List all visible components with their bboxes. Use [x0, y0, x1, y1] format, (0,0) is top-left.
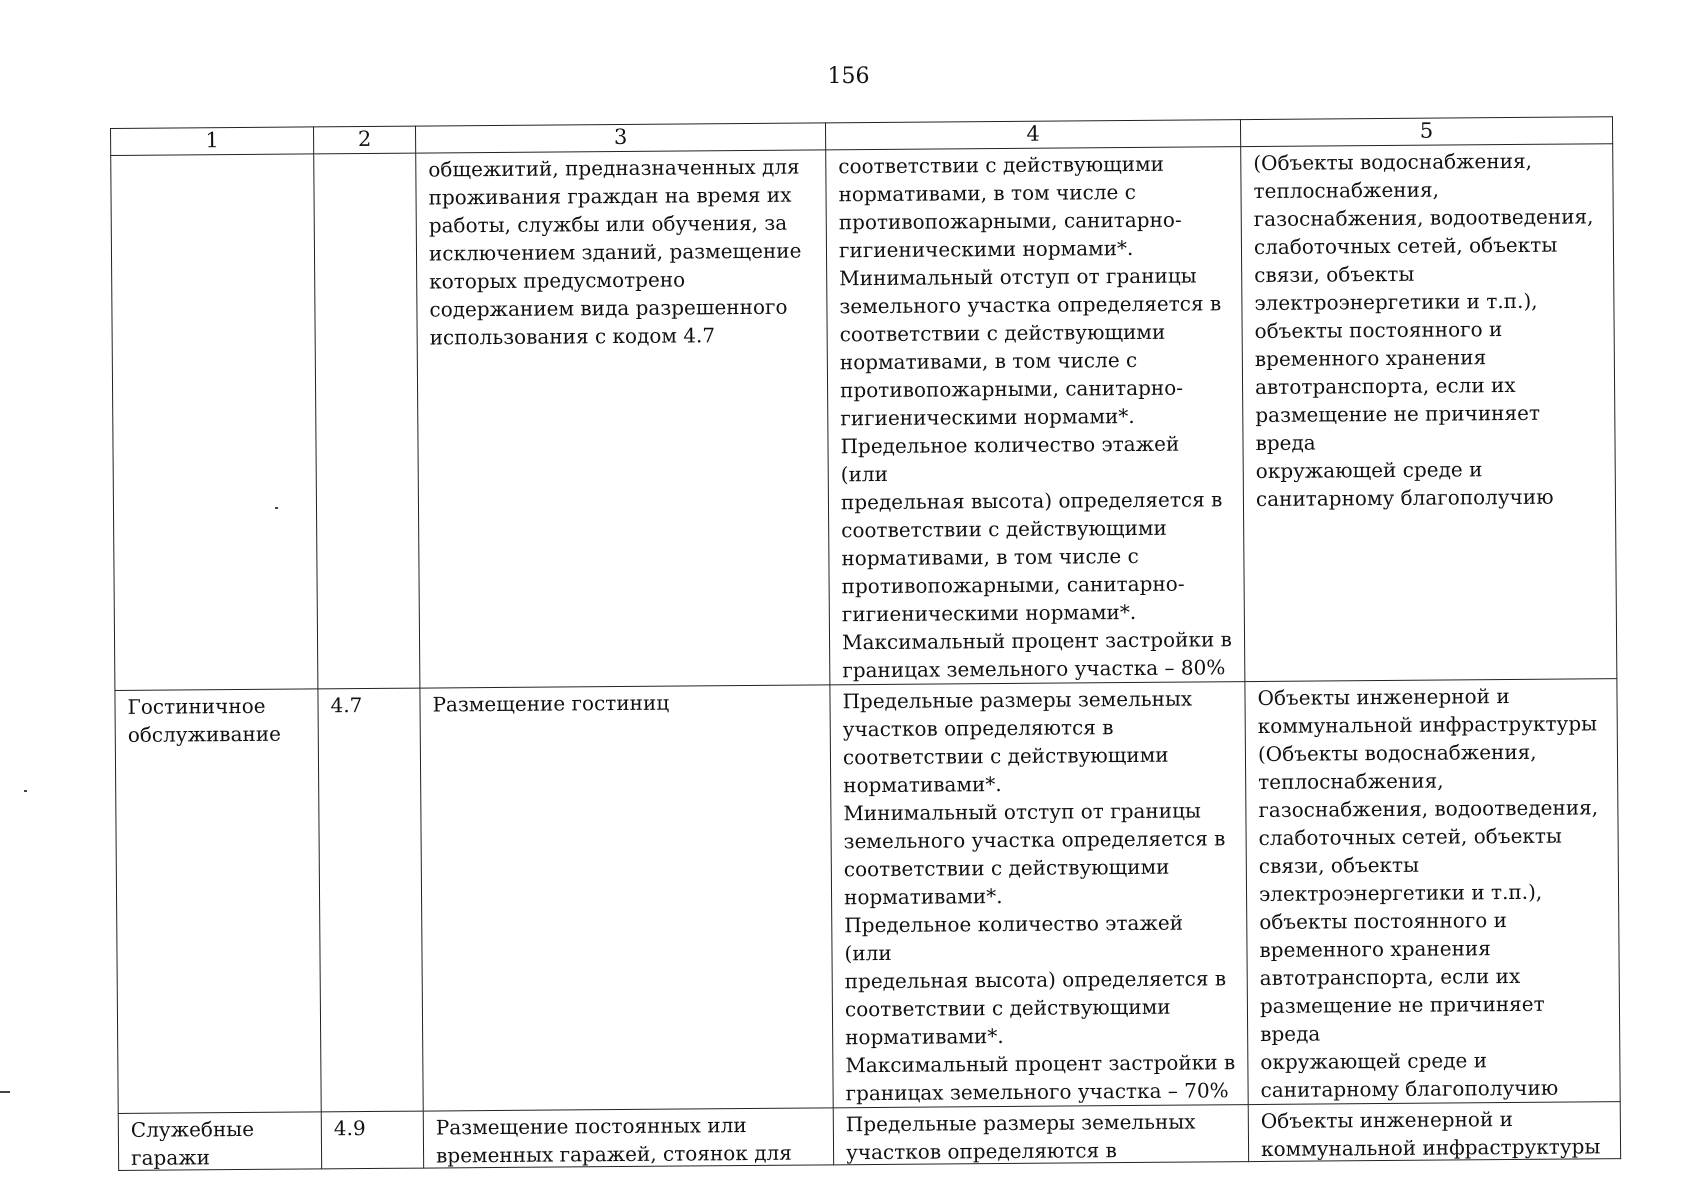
page-number: 156: [827, 64, 870, 89]
column-header-2: 2: [313, 126, 415, 154]
land-use-table: [110, 116, 1621, 1171]
use-description-cell: [423, 1108, 833, 1168]
use-objects: Объекты инженерной и коммунальной инфраструктуры (Объекты водоснабжения, теплоснабжения, газоснабжения, водоотведения, слаботочных сетей, объекты связи, объекты электроэнергетики и т.п.), объекты постоянного и временного хранения автотранспорта, если их размещение не причиняет вреда окружающей среде и санитарному благополучию: [1257, 684, 1599, 1102]
table-row: [118, 1102, 1620, 1171]
use-code: 4.9: [333, 1116, 366, 1141]
use-description: Размещение постоянных или временных гаражей, стоянок для: [435, 1113, 792, 1168]
use-code-cell: [321, 1111, 423, 1169]
scan-edge-mark: [0, 1091, 10, 1093]
use-description-cell: [420, 685, 833, 1111]
use-objects-cell: [1245, 679, 1620, 1105]
table-row: [115, 679, 1620, 1114]
use-name: Гостиничное обслуживание: [127, 693, 282, 747]
use-description: Размещение гостиниц: [432, 690, 670, 717]
use-parameters: Предельные размеры земельных участков определяются в соответствии с действующими нормативами*. Минимальный отступ от границы земельного участка определяется в соответствии с действующими нормативами*. Предельное количество этажей (или предельная высота) определяется в соответствии с действующими нормативами*. Максимальный процент застройки в границах земельного участка – 70%: [842, 686, 1236, 1106]
use-code: 4.7: [330, 693, 363, 718]
column-header-1: 1: [111, 127, 314, 156]
use-objects: (Объекты водоснабжения, теплоснабжения, газоснабжения, водоотведения, слаботочных сетей, объекты связи, объекты электроэнергетики и т.п.), объекты постоянного и временного хранения автотранспорта, если их размещение не причиняет вреда окружающей среде и санитарному благополучию: [1253, 148, 1594, 512]
column-header-5: 5: [1240, 117, 1612, 147]
use-description: общежитий, предназначенных для проживания граждан на время их работы, службы или обучения, за исключением зданий, размещение которых предусмотрено содержанием вида разрешенного использования с кодом 4.7: [428, 154, 802, 350]
table-row: [111, 144, 1617, 691]
use-description-cell: [416, 150, 830, 688]
use-objects-cell: [1241, 144, 1617, 682]
use-objects-cell: [1248, 1102, 1620, 1162]
use-name-cell: [111, 154, 318, 691]
column-header-4: 4: [825, 120, 1240, 150]
use-name: [123, 156, 303, 157]
use-parameters: соответствии с действующими нормативами, в том числе с противопожарными, санитарно- гигиеническими нормами*. Минимальный отступ от границы земельного участка определяется в соответствии с действующими нормативами, в том числе с противопожарными, санитарно- гигиеническими нормами*. Предельное количество этажей (или предельная высота) определяется в соответствии с действующими нормативами, в том числе с противопожарными, санитарно- гигиеническими нормами*. Максимальный процент застройки в границах земельного участка – 80%: [838, 151, 1232, 683]
use-code-cell: [318, 688, 423, 1112]
column-header-3: 3: [415, 123, 825, 153]
use-objects: Объекты инженерной и коммунальной инфраструктуры: [1260, 1107, 1601, 1161]
use-code-cell: [314, 153, 420, 689]
use-name-cell: [115, 689, 321, 1114]
scan-speck: [24, 790, 27, 792]
use-parameters: Предельные размеры земельных участков определяются в: [845, 1109, 1196, 1165]
use-parameters-cell: [833, 1105, 1248, 1165]
use-parameters-cell: [830, 682, 1248, 1108]
use-name-cell: [118, 1112, 321, 1171]
scan-speck: [275, 507, 278, 509]
use-name: Служебные гаражи: [130, 1116, 255, 1170]
use-code: [326, 156, 405, 157]
use-parameters-cell: [826, 147, 1245, 685]
